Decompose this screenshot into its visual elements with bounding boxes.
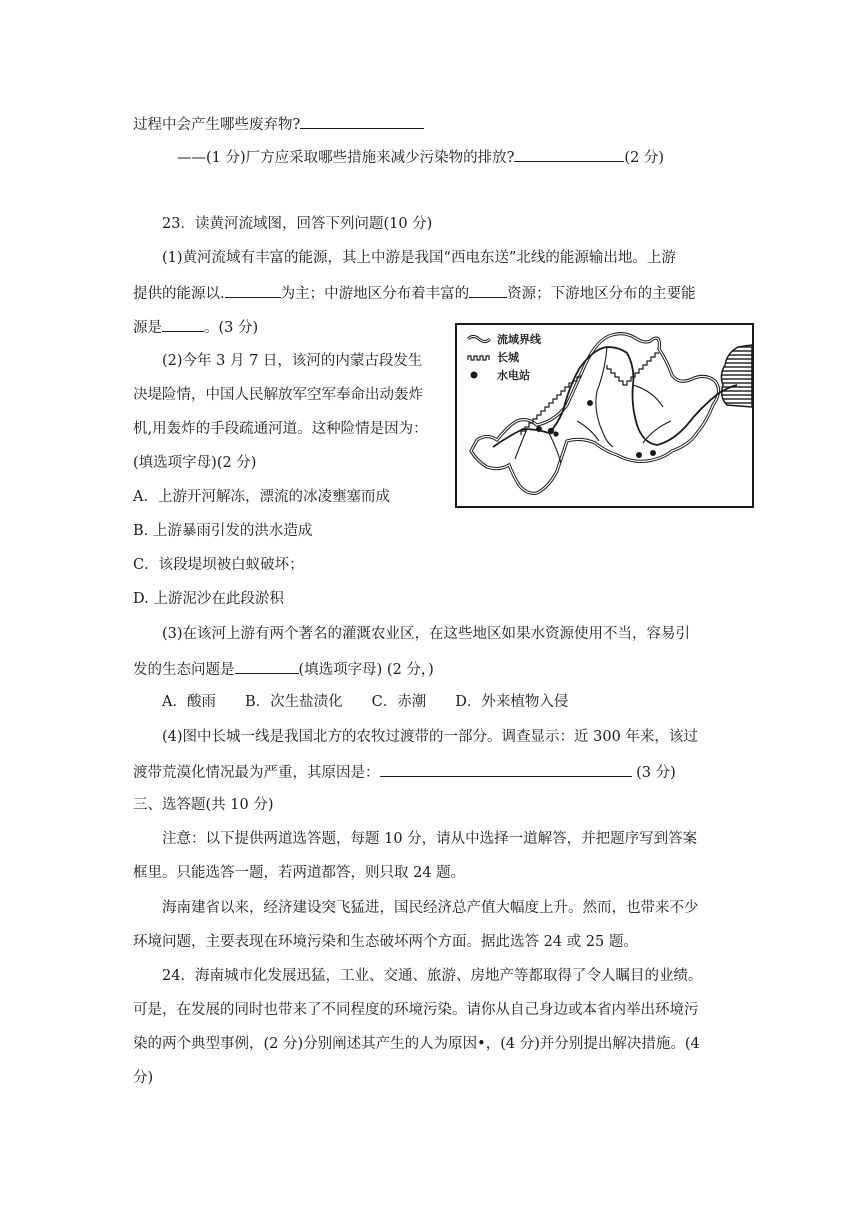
q24-line1: 24．海南城市化发展迅猛，工业、交通、旅游、房地产等都取得了令人瞩目的业绩。 xyxy=(162,968,703,984)
answer-blank[interactable] xyxy=(300,113,424,129)
q23-p4-line1: (4)图中长城一线是我国北方的农牧过渡带的一部分。调查显示：近 300 年来，该过 xyxy=(162,729,698,745)
top-line-1: 过程中会产生哪些废弃物? xyxy=(133,113,424,135)
option-d: D. 上游泥沙在此段淤积 xyxy=(133,591,284,607)
q24-line3: 染的两个典型事例，(2 分)分别阐述其产生的人为原因•，(4 分)并分别提出解决措施。(4 xyxy=(133,1036,700,1052)
option-c: C．该段堤坝被白蚁破坏； xyxy=(133,557,304,573)
q23-p4-line2: 渡带荒漠化情况最为严重，其原因是： (3 分) xyxy=(133,761,676,783)
yellow-river-map xyxy=(455,323,754,508)
boundary-swatch-icon xyxy=(467,334,491,344)
legend-boundary: 流域界线 xyxy=(467,331,541,347)
answer-blank[interactable] xyxy=(514,146,624,162)
answer-blank[interactable] xyxy=(235,658,299,674)
station-dot xyxy=(587,400,593,406)
q23-p2-line1: (2)今年 3 月 7 日，该河的内蒙古段发生 xyxy=(162,353,423,369)
section-3-title: 三、选答题(共 10 分) xyxy=(133,797,274,813)
q23-p3-options: A．酸雨 B．次生盐渍化 C．赤潮 D．外来植物入侵 xyxy=(162,694,569,710)
q23-p1-line3: 源是 。(3 分) xyxy=(133,316,258,338)
sea-area xyxy=(721,345,752,407)
q24-line2: 可是，在发展的同时也带来了不同程度的环境污染。请你从自己身边或本省内举出环境污 xyxy=(133,1002,699,1018)
option-a: A．上游开河解冻，漂流的冰凌壅塞而成 xyxy=(133,489,390,505)
note-line2: 框里。只能选答一题，若两道都答，则只取 24 题。 xyxy=(133,865,466,881)
station-dot xyxy=(536,426,542,432)
legend-great-wall: 长城 xyxy=(467,349,519,365)
station-swatch-icon xyxy=(467,370,491,380)
station-dot xyxy=(553,431,558,436)
intro-line1: 海南建省以来，经济建设突飞猛进，国民经济总产值大幅度上升。然而，也带来不少 xyxy=(162,900,699,916)
yellow-river-course xyxy=(493,347,737,447)
answer-blank[interactable] xyxy=(162,316,204,332)
q23-p3-line2: 发的生态问题是 (填选项字母) (2 分，) xyxy=(133,658,434,680)
note-line1: 注意：以下提供两道选答题，每题 10 分，请从中选择一道解答，并把题序写到答案 xyxy=(162,831,698,847)
q23-p2-line4: (填选项字母)(2 分) xyxy=(133,455,257,471)
q23-p3-line1: (3)在该河上游有两个著名的灌溉农业区，在这些地区如果水资源使用不当，容易引 xyxy=(162,626,691,642)
q23-title: 23．读黄河流域图，回答下列问题(10 分) xyxy=(162,216,433,232)
q23-p1-line1: (1)黄河流域有丰富的能源，其上中游是我国“西电东送”北线的能源输出地。上游 xyxy=(162,250,676,266)
top-line-2: ——(1 分)厂方应采取哪些措施来减少污染物的排放? (2 分) xyxy=(177,146,664,168)
station-dot xyxy=(548,428,554,434)
q23-p2-line2: 决堤险情，中国人民解放军空军奉命出动轰炸 xyxy=(133,387,423,403)
intro-line2: 环境问题，主要表现在环境污染和生态破坏两个方面。据此选答 24 或 25 题。 xyxy=(133,934,638,950)
legend-station: 水电站 xyxy=(467,367,530,383)
q24-line4: 分) xyxy=(133,1070,154,1086)
q23-p1-line2: 提供的能源以. 为主；中游地区分布着丰富的 资源；下游地区分布的主要能 xyxy=(133,282,696,304)
answer-blank[interactable] xyxy=(225,282,281,298)
q23-p2-line3: 机,用轰炸的手段疏通河道。这种险情是因为： xyxy=(133,421,428,437)
answer-blank[interactable] xyxy=(469,282,507,298)
wall-swatch-icon xyxy=(467,352,491,362)
station-dot xyxy=(650,450,656,456)
station-dot xyxy=(636,452,642,458)
answer-blank[interactable] xyxy=(380,761,632,777)
option-b: B. 上游暴雨引发的洪水造成 xyxy=(133,523,313,539)
